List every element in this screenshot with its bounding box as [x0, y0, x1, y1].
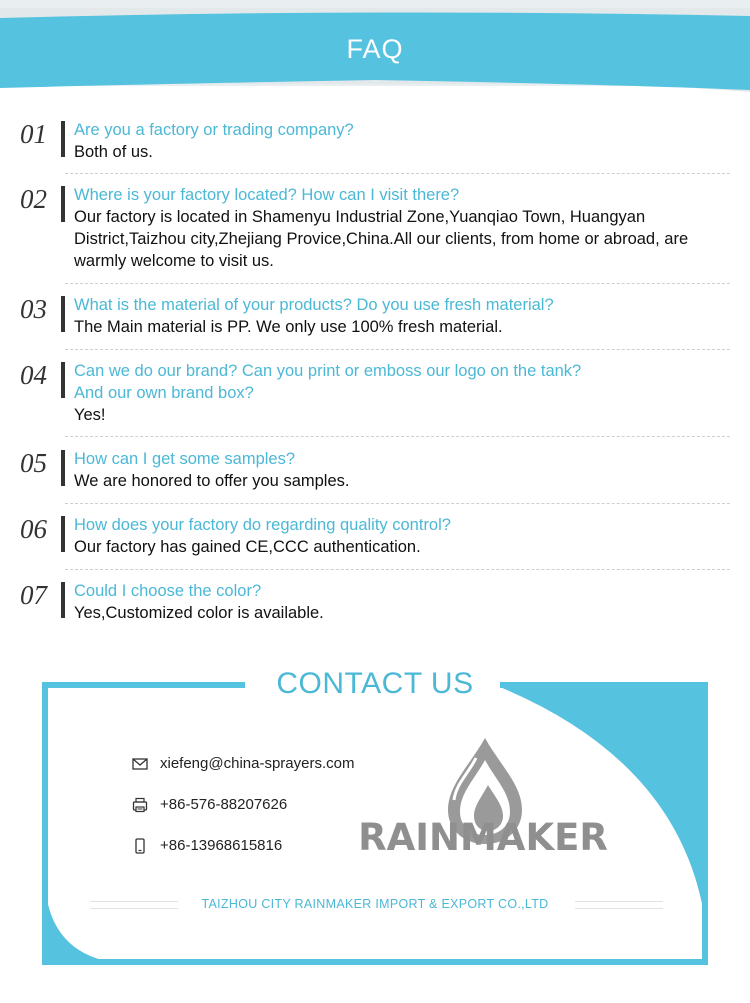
- faq-question: Could I choose the color?: [74, 582, 262, 600]
- faq-marker-bar: [61, 582, 65, 618]
- mobile-phone-icon: [132, 838, 148, 854]
- logo-wordmark: RAINMAKER: [358, 816, 608, 859]
- faq-number: 05: [20, 448, 47, 478]
- faq-divider: [65, 349, 730, 350]
- faq-divider: [65, 173, 730, 174]
- faq-marker-bar: [61, 296, 65, 332]
- faq-number: 06: [20, 514, 47, 544]
- mobile-text[interactable]: +86-13968615816: [160, 837, 283, 854]
- faq-answer: Yes,Customized color is available.: [74, 604, 324, 622]
- faq-answer: Both of us.: [74, 143, 153, 161]
- company-name: TAIZHOU CITY RAINMAKER IMPORT & EXPORT CO.,LTD: [201, 897, 549, 911]
- faq-marker-bar: [61, 516, 65, 552]
- faq-marker-bar: [61, 362, 65, 398]
- envelope-icon: [132, 756, 148, 772]
- phone-text[interactable]: +86-576-88207626: [160, 796, 288, 813]
- faq-answer: We are honored to offer you samples.: [74, 472, 350, 490]
- faq-divider: [65, 503, 730, 504]
- faq-answer: Yes!: [74, 406, 106, 424]
- faq-divider: [65, 569, 730, 570]
- email-text[interactable]: xiefeng@china-sprayers.com: [160, 755, 355, 772]
- faq-divider: [65, 283, 730, 284]
- faq-number: 04: [20, 360, 47, 390]
- faq-answer: Our factory has gained CE,CCC authentication.: [74, 538, 421, 556]
- contact-title: CONTACT US: [250, 666, 500, 702]
- faq-divider: [65, 436, 730, 437]
- faq-question: Are you a factory or trading company?: [74, 121, 354, 139]
- faq-number: 03: [20, 294, 47, 324]
- faq-marker-bar: [61, 121, 65, 157]
- faq-question: Where is your factory located? How can I visit there?: [74, 186, 460, 204]
- faq-number: 07: [20, 580, 47, 610]
- faq-question: Can we do our brand? Can you print or emboss our logo on the tank? And our own brand box?: [74, 362, 582, 402]
- faq-question: How can I get some samples?: [74, 450, 296, 468]
- faq-answer: Our factory is located in Shamenyu Industrial Zone,Yuanqiao Town, Huangyan District,Taizhou city,Zhejiang Provice,China.All our clients, from home or abroad, are warmly welcome to visit us.: [74, 208, 689, 270]
- faq-question: What is the material of your products? Do you use fresh material?: [74, 296, 554, 314]
- faq-title: FAQ: [346, 34, 404, 64]
- faq-number: 02: [20, 184, 47, 214]
- fax-icon: [132, 797, 148, 813]
- faq-question: How does your factory do regarding quality control?: [74, 516, 451, 534]
- faq-answer: The Main material is PP. We only use 100% fresh material.: [74, 318, 503, 336]
- faq-marker-bar: [61, 186, 65, 222]
- faq-number: 01: [20, 119, 47, 149]
- faq-marker-bar: [61, 450, 65, 486]
